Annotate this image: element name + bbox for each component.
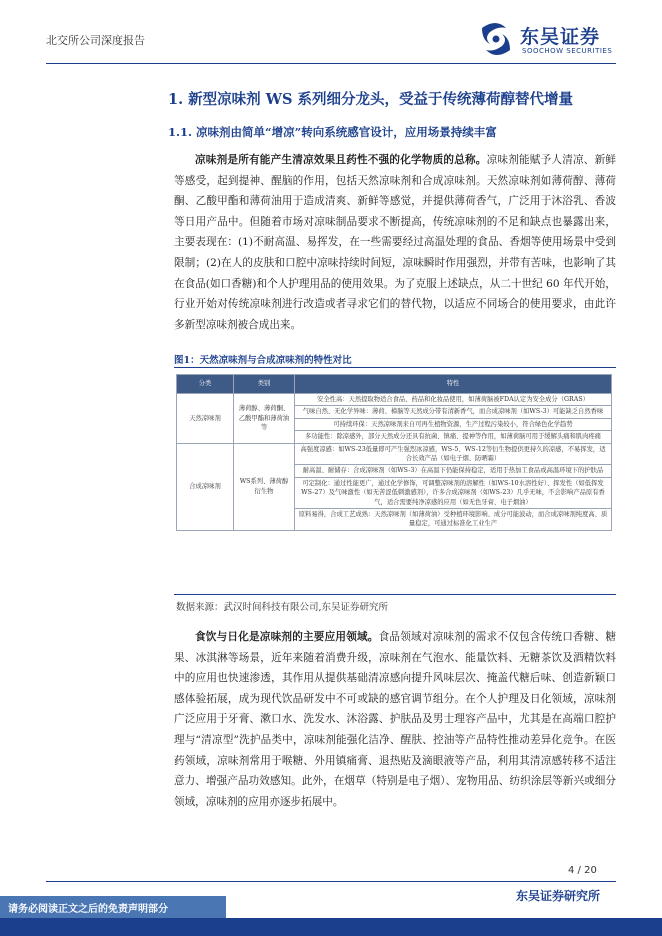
report-type-label: 北交所公司深度报告 bbox=[46, 34, 145, 47]
table-header-row bbox=[177, 375, 612, 394]
footer-divider bbox=[46, 881, 616, 882]
trait-cell: 耐高温、耐储存：合成凉味剂（如WS-3）在高温下仍能保持稳定，适用于热加工食品或高温环境下的护肤品 bbox=[295, 465, 612, 477]
table-header-cell: 类别 bbox=[234, 375, 295, 394]
logo-chinese-text: 东吴证券 bbox=[520, 26, 601, 48]
paragraph-intro bbox=[174, 150, 616, 335]
trait-cell: 原料易得，合成工艺成熟：天然凉味剂（如薄荷油）受种植环境影响、成分可能波动，而合成凉味剂纯度高、质量稳定，可通过标准化工业生产 bbox=[295, 509, 612, 531]
table-row bbox=[177, 443, 612, 465]
page-number: 4 / 20 bbox=[568, 865, 597, 876]
footer-organization: 东吴证券研究所 bbox=[516, 889, 601, 903]
comparison-table bbox=[176, 374, 612, 531]
disclaimer-text: 请务必阅读正文之后的免责声明部分 bbox=[8, 904, 168, 915]
figure-bottom-rule bbox=[174, 594, 616, 595]
soochow-logo-icon bbox=[476, 20, 516, 58]
subsection-heading: 1.1. 凉味剂由简单“增凉”转向系统感官设计，应用场景持续丰富 bbox=[168, 125, 497, 139]
trait-cell: 安全性高：天然提取物适合食品、药品和化妆品使用，如薄荷脑被FDA认定为安全成分（GRAS） bbox=[295, 394, 612, 406]
paragraph-applications bbox=[174, 627, 616, 812]
kind-cell: WS系列、薄荷醇衍生物 bbox=[234, 443, 295, 530]
trait-cell: 气味自然、无化学异味：薄荷、樟脑等天然成分带有清新香气，而合成凉味剂（如WS-3）可能缺乏自然香味 bbox=[295, 406, 612, 418]
figure-source: 数据来源：武汉时间科技有限公司,东吴证券研究所 bbox=[176, 602, 389, 613]
trait-cell: 多功能性：除凉感外，部分天然成分还具有抗菌、镇痛、提神等作用，如薄荷脑可用于缓解头痛和肌肉疼痛 bbox=[295, 431, 612, 443]
trait-cell: 可持续环保：天然凉味剂来自可再生植物资源，生产过程污染较小，符合绿色化学趋势 bbox=[295, 418, 612, 430]
section-heading: 1. 新型凉味剂 WS 系列细分龙头，受益于传统薄荷醇替代增量 bbox=[168, 91, 574, 108]
paragraph-intro-body: 凉味剂能赋予人清凉、新鲜等感受，起到提神、醒脑的作用，包括天然凉味剂和合成凉味剂。天然凉味剂如薄荷醇、薄荷酮、乙酸甲酯和薄荷油用于造成清爽、新鲜等感觉，并提供薄荷香气，广泛用于沐浴乳、香波等日用产品中。但随着市场对凉味制品要求不断提高，传统凉味剂的不足和缺点也暴露出来，主要表现在：(1)不耐高温、易挥发，在一些需要经过高温处理的食品、香烟等使用场景中受到限制；(2)在人的皮肤和口腔中凉味持续时间短，凉味瞬时作用强烈，并带有苦味，也影响了其在食品(如口香糖)和个人护理用品的使用效果。为了克服上述缺点，从二十世纪 60 年代开始，行业开始对传统凉味剂进行改造或者寻求它们的替代物，以适应不同场合的使用要求，由此许多新型凉味剂被合成出来。 bbox=[174, 154, 617, 331]
kind-cell: 薄荷醇、薄荷酮、乙酸甲酯和薄荷油等 bbox=[234, 394, 295, 444]
figure-title: 图1：天然凉味剂与合成凉味剂的特性对比 bbox=[174, 355, 352, 366]
category-cell: 天然凉味剂 bbox=[177, 394, 234, 444]
table-header-cell: 特性 bbox=[295, 375, 612, 394]
figure-top-rule bbox=[174, 367, 616, 368]
trait-cell: 高强度凉感：如WS-23低量即可产生强烈冰凉感，WS-5、WS-12等衍生物提供更持久的凉感，不易挥发，适合长效产品（如电子烟、防晒霜） bbox=[295, 443, 612, 465]
header-divider bbox=[46, 63, 616, 64]
paragraph-applications-lead: 食饮与日化是凉味剂的主要应用领域。 bbox=[195, 631, 379, 643]
category-cell: 合成凉味剂 bbox=[177, 443, 234, 530]
table-header-cell: 分类 bbox=[177, 375, 234, 394]
paragraph-intro-lead: 凉味剂是所有能产生清凉效果且药性不强的化学物质的总称。 bbox=[195, 154, 487, 166]
table-row bbox=[177, 394, 612, 406]
company-logo bbox=[476, 18, 626, 62]
trait-cell: 可定制化：通过性能更广，通过化学修饰，可调整凉味剂的溶解性（如WS-10水溶性好）、挥发性（如低挥发WS-27）及气味激性（如无苦涩低刺激感剂），许多合成凉味剂（如WS-23）几乎无味，不会影响产品原有香气，适合需要纯净凉感的应用（如无色牙膏、电子烟油） bbox=[295, 477, 612, 508]
logo-english-text: SOOCHOW SECURITIES bbox=[522, 47, 613, 55]
paragraph-applications-body: 食品领域对凉味剂的需求不仅包含传统口香糖、糖果、冰淇淋等场景，近年来随着消费升级，凉味剂在气泡水、能量饮料、无糖茶饮及酒精饮料中的应用也快速渗透，其作用从提供基础清凉感向提升风味层次、掩盖代糖后味、创造新颖口感体验拓展，成为现代饮品研发中不可或缺的感官调节组分。在个人护理及日化领域，凉味剂广泛应用于牙膏、漱口水、洗发水、沐浴露、护肤品及男士理容产品中，尤其是在高端口腔护理与“清凉型”洗护品类中，凉味剂能强化洁净、醒肤、控油等产品特性推动差异化竞争。在医药领域，凉味剂常用于喉糖、外用镇痛膏、退热贴及滴眼液等产品，利用其清凉感转移不适注意力、增强产品功效感知。此外，在烟草（特别是电子烟）、宠物用品、纺织涂层等新兴或细分领域，凉味剂的应用亦逐步拓展中。 bbox=[174, 631, 617, 808]
bottom-band bbox=[0, 918, 662, 936]
